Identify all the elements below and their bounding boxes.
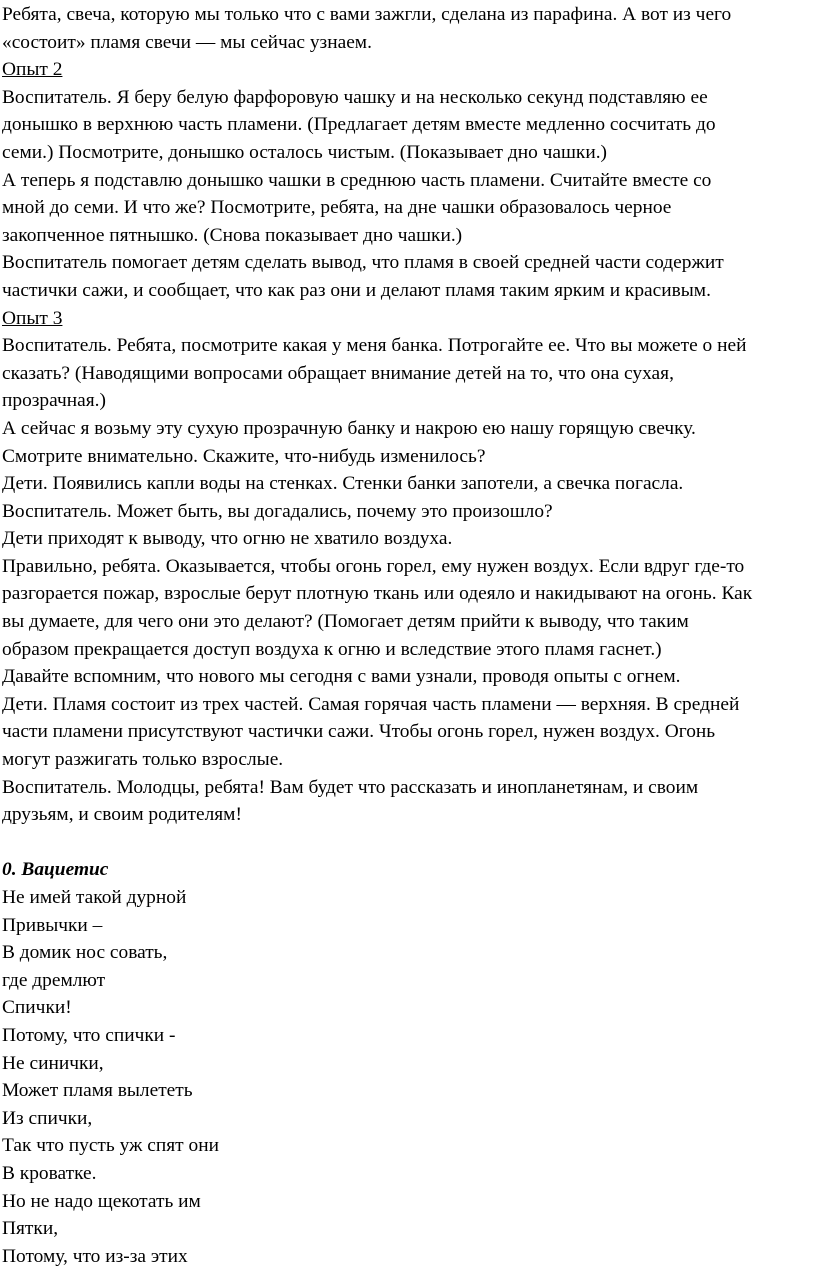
text-line: друзьям, и своим родителям! — [2, 804, 242, 826]
text-line: Воспитатель помогает детям сделать вывод, что пламя в своей средней части содержит — [2, 252, 724, 274]
text-line: донышко в верхнюю часть пламени. (Предлагает детям вместе медленно сосчитать до — [2, 114, 716, 136]
text-line: Воспитатель. Ребята, посмотрите какая у меня банка. Потрогайте ее. Что вы можете о ней — [2, 335, 747, 357]
blank-line — [2, 829, 814, 857]
poem-line: Так что пусть уж спят они — [2, 1135, 219, 1157]
intro-paragraph — [2, 1, 814, 56]
text-line: части пламени присутствуют частички сажи. Чтобы огонь горел, нужен воздух. Огонь — [2, 721, 716, 743]
text-line: А сейчас я возьму эту сухую прозрачную банку и накрою ею нашу горящую свечку. — [2, 417, 696, 439]
text-line: Воспитатель. Молодцы, ребята! Вам будет что рассказать и инопланетянам, и своим — [2, 776, 699, 798]
poem-line: Не имей такой дурной — [2, 887, 187, 908]
poem-line: Не синички, — [2, 1052, 104, 1074]
experiment-2-heading: Опыт 2 — [2, 59, 63, 81]
poem-line: Спички! — [2, 997, 72, 1019]
experiment-3-body — [2, 332, 814, 829]
poem-line: где дремлют — [2, 969, 106, 991]
text-line: «состоит» пламя свечи — мы сейчас узнаем. — [2, 31, 372, 53]
text-line: Воспитатель. Может быть, вы догадались, почему это произошло? — [2, 500, 553, 522]
text-line: Давайте вспомним, что нового мы сегодня с вами узнали, проводя опыты с огнем. — [2, 666, 681, 688]
text-line: Дети. Пламя состоит из трех частей. Самая горячая часть пламени — верхняя. В средней — [2, 693, 740, 715]
text-line: сказать? (Наводящими вопросами обращает внимание детей на то, что она сухая, — [2, 362, 674, 384]
document-page — [2, 1, 814, 1270]
text-line: прозрачная.) — [2, 390, 106, 412]
text-line: частички сажи, и сообщает, что как раз они и делают пламя таким ярким и красивым. — [2, 279, 711, 301]
poem-line: Потому, что спички - — [2, 1024, 176, 1046]
poem-line: Может пламя вылететь — [2, 1080, 193, 1102]
poem-line: В кроватке. — [2, 1162, 97, 1184]
experiment-3-heading: Опыт 3 — [2, 307, 63, 329]
text-line: разгорается пожар, взрослые берут плотную ткань или одеяло и накидывают на огонь. Как — [2, 583, 753, 605]
text-line: вы думаете, для чего они это делают? (Помогает детям прийти к выводу, что таким — [2, 611, 689, 633]
text-line: Ребята, свеча, которую мы только что с вами зажгли, сделана из парафина. А вот из чего — [2, 4, 732, 25]
text-line: Воспитатель. Я беру белую фарфоровую чашку и на несколько секунд подставляю ее — [2, 86, 708, 108]
text-line: мной до семи. И что же? Посмотрите, ребята, на дне чашки образовалось черное — [2, 197, 672, 219]
poem-line: Пятки, — [2, 1218, 59, 1240]
text-line: закопченное пятнышко. (Снова показывает дно чашки.) — [2, 224, 463, 246]
text-line: Дети приходят к выводу, что огню не хватило воздуха. — [2, 528, 453, 550]
poem-line: Привычки – — [2, 914, 103, 936]
text-line: Смотрите внимательно. Скажите, что-нибудь изменилось? — [2, 445, 486, 467]
text-line: семи.) Посмотрите, донышко осталось чистым. (Показывает дно чашки.) — [2, 141, 608, 163]
text-line: Дети. Появились капли воды на стенках. Стенки банки запотели, а свечка погасла. — [2, 473, 684, 495]
text-line: могут разжигать только взрослые. — [2, 749, 284, 771]
text-line: образом прекращается доступ воздуха к огню и вследствие этого пламя гаснет.) — [2, 638, 662, 660]
experiment-2-body — [2, 84, 814, 305]
text-line: Правильно, ребята. Оказывается, чтобы огонь горел, ему нужен воздух. Если вдруг где-то — [2, 555, 745, 577]
poem-line: В домик нос совать, — [2, 942, 168, 964]
text-line: А теперь я подставлю донышко чашки в среднюю часть пламени. Считайте вместе со — [2, 169, 712, 191]
poem-body — [2, 884, 814, 1270]
poem-line: Потому, что из-за этих — [2, 1245, 188, 1267]
poem-line: Из спички, — [2, 1107, 93, 1129]
poem-author-heading: 0. Вациетис — [2, 859, 109, 881]
poem-line: Но не надо щекотать им — [2, 1190, 201, 1212]
